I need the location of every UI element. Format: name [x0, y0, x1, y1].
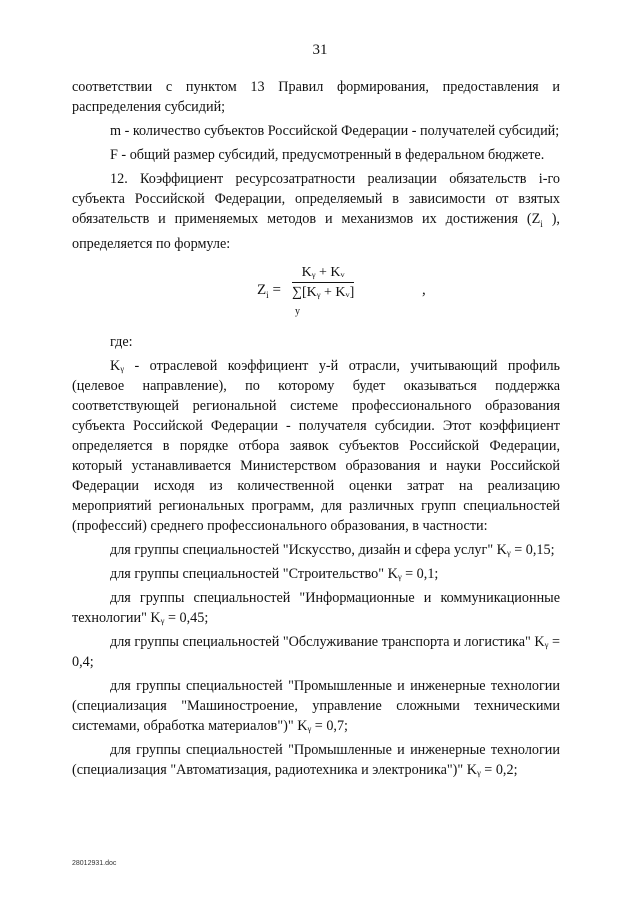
group-2: для группы специальностей "Строительство" Kᵧ = 0,1;: [110, 565, 439, 582]
formula-lhs: $Z_i$ =: [257, 281, 281, 300]
formula: [72, 260, 560, 322]
formula-numerator: Kᵧ + Kᵥ: [292, 264, 354, 283]
paragraph-12: [72, 169, 560, 254]
footer-filename: 28012931.doc: [72, 860, 117, 867]
paragraph-12-text: 12. Коэффициент ресурсозатратности реализации обязательств i-го субъекта Российской Федерации, определяемый в зависимости от взятых обязательств и применяемых методов и механизмов их достижения (: [72, 171, 560, 227]
group-1: для группы специальностей "Искусство, дизайн и сфера услуг" Kᵧ = 0,15;: [110, 541, 555, 558]
paragraph-12-tail: ), определяется по формуле:: [72, 211, 560, 252]
document-body: [72, 77, 560, 784]
where-label: где:: [110, 333, 133, 350]
group-5: для группы специальностей "Промышленные и инженерные технологии (специализация "Машиностроение, управление сложными техническими системами, обработка материалов")" Kᵧ = 0,7;: [72, 677, 560, 734]
paragraph-1: соответствии с пунктом 13 Правил формирования, предоставления и распределения субсидий;: [72, 79, 560, 115]
formula-comma: ,: [422, 281, 426, 298]
formula-sum-index: y: [295, 305, 300, 317]
group-4: для группы специальностей "Обслуживание транспорта и логистика" Kᵧ = 0,4;: [72, 633, 560, 670]
group-6: для группы специальностей "Промышленные и инженерные технологии (специализация "Автоматизация, радиотехника и электроника")" Kᵧ = 0,2;: [72, 741, 560, 778]
formula-denominator: ∑[Kᵧ + Kᵥ]: [292, 284, 355, 300]
zi-inline: $Z_i$: [531, 211, 543, 229]
page-number: 31: [312, 42, 328, 58]
ky-definition: Kᵧ - отраслевой коэффициент y-й отрасли, учитывающий профиль (целевое направление), по которому будет оказываться поддержка соответствующей региональной системе профессионального образования субъекта Российской Федерации - получателя субсидии. Этот коэффициент определяется в порядке отбора заявок субъектов Российской Федерации, который устанавливается Министерством образования и науки Российской Федерации исходя из количественной оценки затрат на реализацию мероприятий региональных программ, для различных групп специальностей (профессий) среднего профессионального образования, в частности:: [72, 357, 560, 534]
formula-fraction: [292, 264, 354, 303]
paragraph-m-definition: m - количество субъектов Российской Федерации - получателей субсидий;: [110, 123, 560, 139]
group-3: для группы специальностей "Информационные и коммуникационные технологии" Kᵧ = 0,45;: [72, 589, 560, 626]
paragraph-f-definition: F - общий размер субсидий, предусмотренный в федеральном бюджете.: [110, 147, 545, 163]
